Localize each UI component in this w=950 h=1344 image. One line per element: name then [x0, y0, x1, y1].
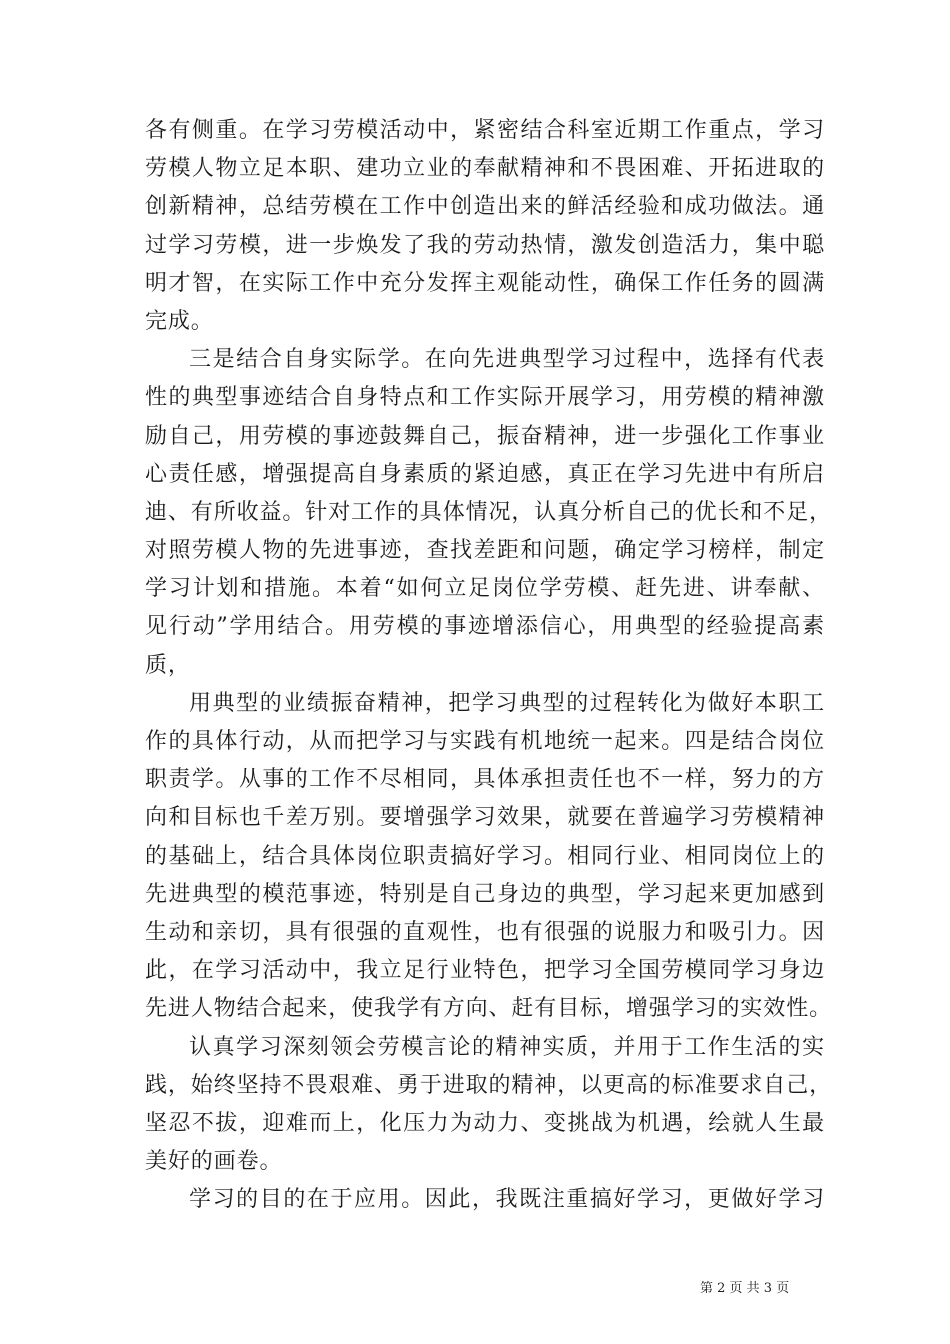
text-line: 用典型的业绩振奋精神，把学习典型的过程转化为做好本职工	[189, 690, 825, 716]
text-line: 职责学。从事的工作不尽相同，具体承担责任也不一样，努力的方	[145, 767, 825, 793]
text-line: 认真学习深刻领会劳模言论的精神实质，并用于工作生活的实	[189, 1034, 825, 1060]
text-line: 作的具体行动，从而把学习与实践有机地统一起来。四是结合岗位	[145, 729, 825, 754]
text-line: 对照劳模人物的先进事迹，查找差距和问题，确定学习榜样，制定	[145, 538, 825, 564]
text-line: 先进人物结合起来，使我学有方向、赶有目标，增强学习的实效性。	[145, 996, 833, 1022]
text-line: 迪、有所收益。针对工作的具体情况，认真分析自己的优长和不足，	[145, 499, 833, 525]
text-line: 见行动”学用结合。用劳模的事迹增添信心，用典型的经验提高素	[145, 614, 825, 640]
text-line: 创新精神，总结劳模在工作中创造出来的鲜活经验和成功做法。通	[145, 194, 825, 220]
body-text	[145, 112, 833, 1219]
text-line: 学习的目的在于应用。因此，我既注重搞好学习，更做好学习	[189, 1187, 825, 1213]
text-line: 质，	[145, 652, 191, 678]
text-line: 践，始终坚持不畏艰难、勇于进取的精神，以更高的标准要求自己，	[145, 1072, 833, 1098]
page-number: 第 2 页 共 3 页	[700, 1281, 790, 1296]
text-line: 生动和亲切，具有很强的直观性，也有很强的说服力和吸引力。因	[145, 919, 825, 945]
text-line: 劳模人物立足本职、建功立业的奉献精神和不畏困难、开拓进取的	[145, 156, 825, 182]
text-line: 各有侧重。在学习劳模活动中，紧密结合科室近期工作重点，学习	[145, 118, 825, 143]
text-line: 坚忍不拔，迎难而上，化压力为动力、变挑战为机遇，绘就人生最	[145, 1110, 825, 1136]
text-line: 此，在学习活动中，我立足行业特色，把学习全国劳模同学习身边	[145, 958, 825, 984]
text-line: 明才智，在实际工作中充分发挥主观能动性，确保工作任务的圆满	[145, 270, 825, 296]
text-line: 三是结合自身实际学。在向先进典型学习过程中，选择有代表	[189, 347, 825, 373]
text-line: 性的典型事迹结合自身特点和工作实际开展学习，用劳模的精神激	[145, 385, 825, 411]
text-line: 励自己，用劳模的事迹鼓舞自己，振奋精神，进一步强化工作事业	[145, 423, 825, 449]
text-line: 学习计划和措施。本着“如何立足岗位学劳模、赶先进、讲奉献、	[145, 576, 825, 602]
text-line: 过学习劳模，进一步焕发了我的劳动热情，激发创造活力，集中聪	[145, 232, 825, 258]
text-line: 向和目标也千差万别。要增强学习效果，就要在普遍学习劳模精神	[145, 805, 825, 831]
text-line: 完成。	[145, 308, 214, 334]
text-line: 心责任感，增强提高自身素质的紧迫感，真正在学习先进中有所启	[145, 461, 825, 487]
text-line: 的基础上，结合具体岗位职责搞好学习。相同行业、相同岗位上的	[145, 843, 825, 869]
text-line: 美好的画卷。	[145, 1149, 283, 1175]
text-line: 先进典型的模范事迹，特别是自己身边的典型，学习起来更加感到	[145, 881, 825, 907]
